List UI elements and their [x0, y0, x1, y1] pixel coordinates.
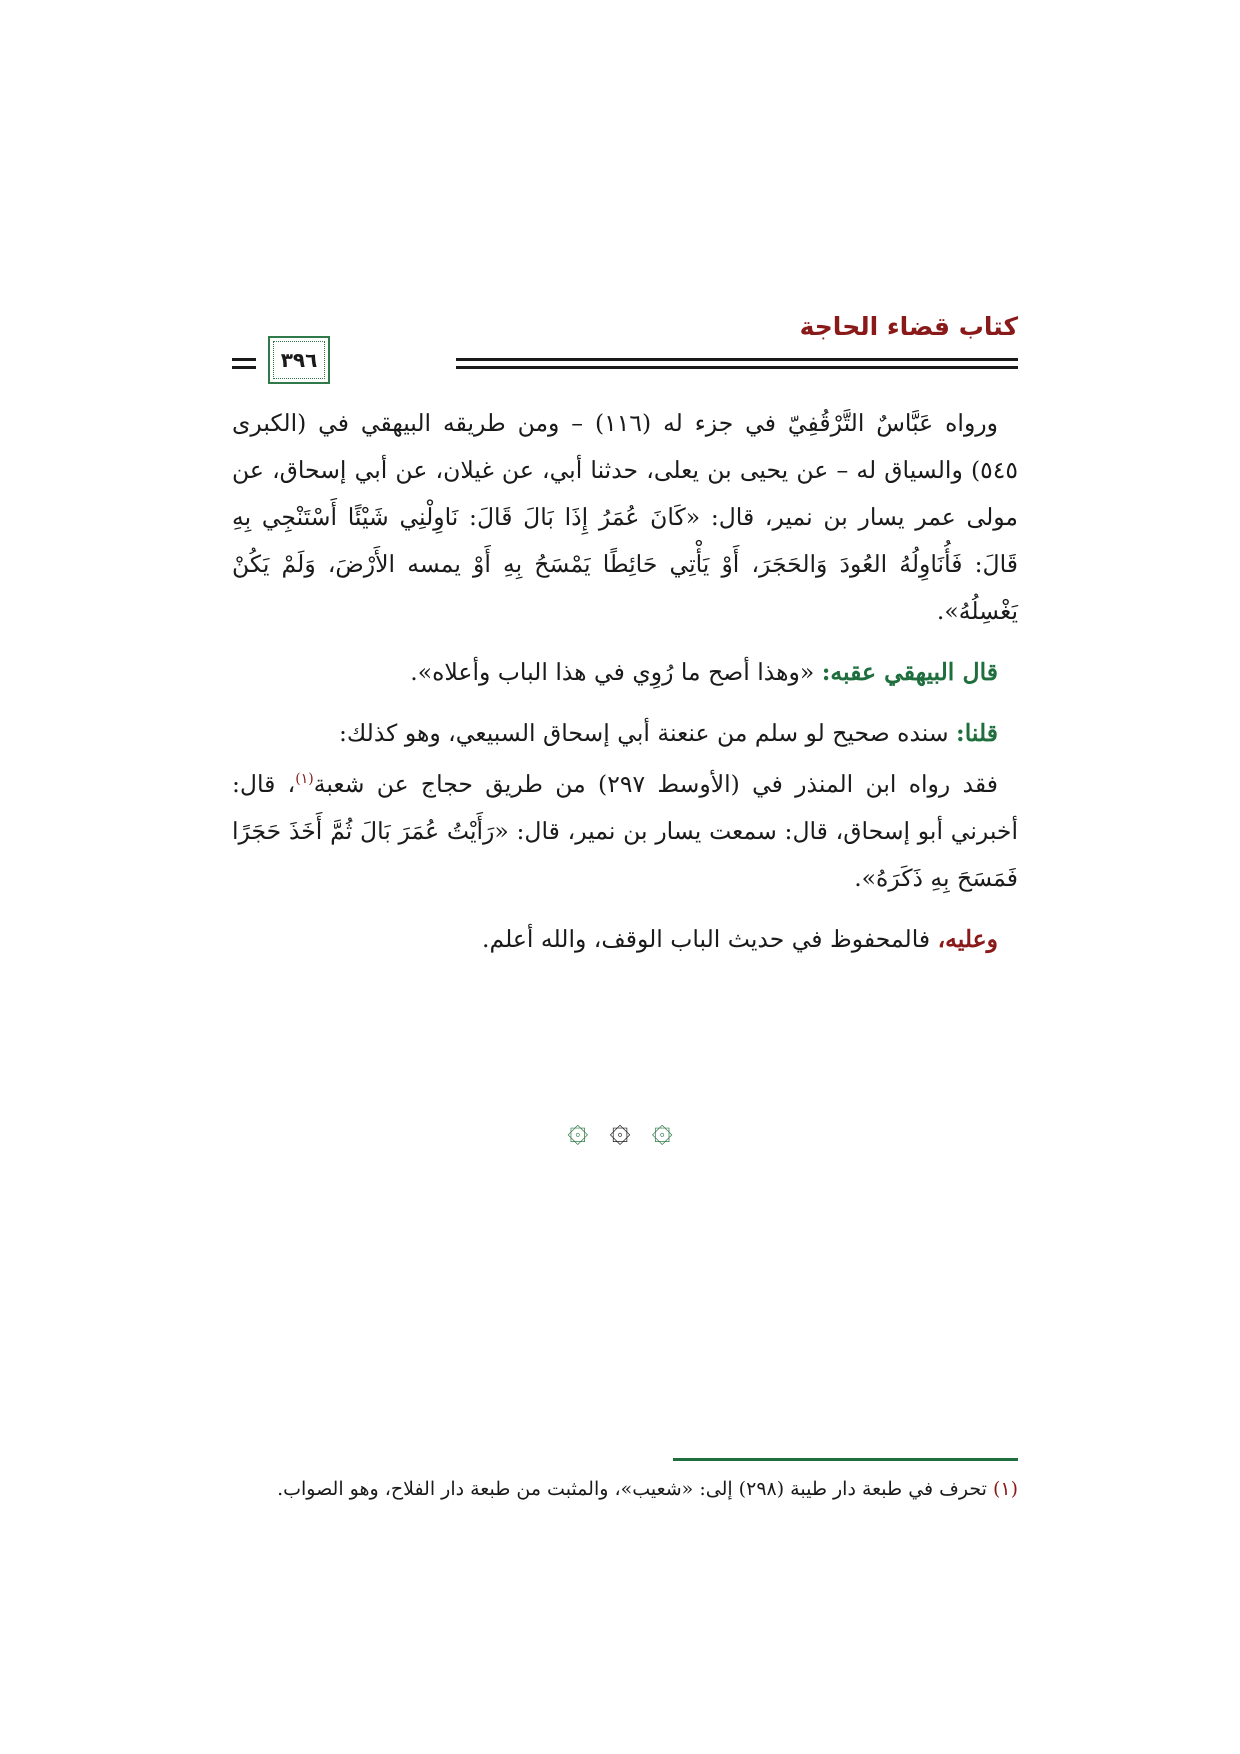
paragraph-text: ورواه عَبَّاسٌ التَّرْقُفِيّ في جزء له (١١٦) – ومن طريقه البيهقي في (الكبرى ٥٤٥) والسياق له – عن يحيى بن يعلى، حدثنا أبي، عن غيلان، عن أبي إسحاق، عن مولى عمر يسار بن نمير، قال: «كَانَ عُمَرُ إِذَا بَالَ قَالَ: نَاوِلْنِي شَيْئًا أَسْتَنْجِي بِهِ قَالَ: فَأُنَاوِلُهُ العُودَ وَالحَجَرَ، أَوْ يَأْتِي حَائِطًا يَمْسَحُ بِهِ أَوْ يمسه الأَرْضَ، وَلَمْ يَكُنْ يَغْسِلُهُ». [232, 409, 1018, 625]
ornament-star-icon: ۞ [609, 1109, 631, 1150]
paragraph [232, 649, 1018, 696]
page-number: ٣٩٦ [280, 348, 318, 372]
paragraph-text: سنده صحيح لو سلم من عنعنة أبي إسحاق السبيعي، وهو كذلك: [338, 719, 957, 747]
footnote-divider [673, 1458, 1018, 1461]
paragraph-text: فالمحفوظ في حديث الباب الوقف، والله أعلم. [482, 925, 938, 953]
header-rule [456, 366, 1018, 369]
paragraph [232, 400, 1018, 635]
paragraph-label: قلنا: [956, 719, 998, 747]
ornament-star-icon: ۞ [651, 1109, 673, 1150]
paragraph [232, 710, 1018, 757]
footnote-text: تحرف في طبعة دار طيبة (٢٩٨) إلى: «شعيب»، والمثبت من طبعة دار الفلاح، وهو الصواب. [277, 1478, 993, 1500]
paragraph-text: ، قال: أخبرني أبو إسحاق، قال: سمعت يسار بن نمير، قال: «رَأَيْتُ عُمَرَ بَالَ ثُمَّ أَخَذَ حَجَرًا فَمَسَحَ بِهِ ذَكَرَهُ». [232, 770, 1018, 892]
footnote-reference[interactable]: (١) [295, 771, 314, 788]
paragraph-label: قال البيهقي عقبه: [821, 658, 998, 686]
footnote [232, 1470, 1018, 1508]
paragraph-label: وعليه، [937, 925, 998, 953]
paragraph-text: «وهذا أصح ما رُوِي في هذا الباب وأعلاه». [410, 658, 822, 686]
book-title: كتاب قضاء الحاجة [799, 312, 1018, 341]
section-ornament [0, 1110, 1240, 1150]
footnote-number: (١) [992, 1478, 1018, 1500]
header-rule [456, 358, 1018, 361]
paragraph [232, 761, 1018, 902]
header-rule [232, 366, 256, 369]
paragraph [232, 916, 1018, 963]
page-header [232, 312, 1018, 392]
main-text [232, 400, 1018, 963]
paragraph-text: فقد رواه ابن المنذر في (الأوسط ٢٩٧) من طريق حجاج عن شعبة [313, 770, 998, 798]
page-number-frame [268, 336, 330, 384]
header-rule [232, 358, 256, 361]
ornament-star-icon: ۞ [567, 1109, 589, 1150]
